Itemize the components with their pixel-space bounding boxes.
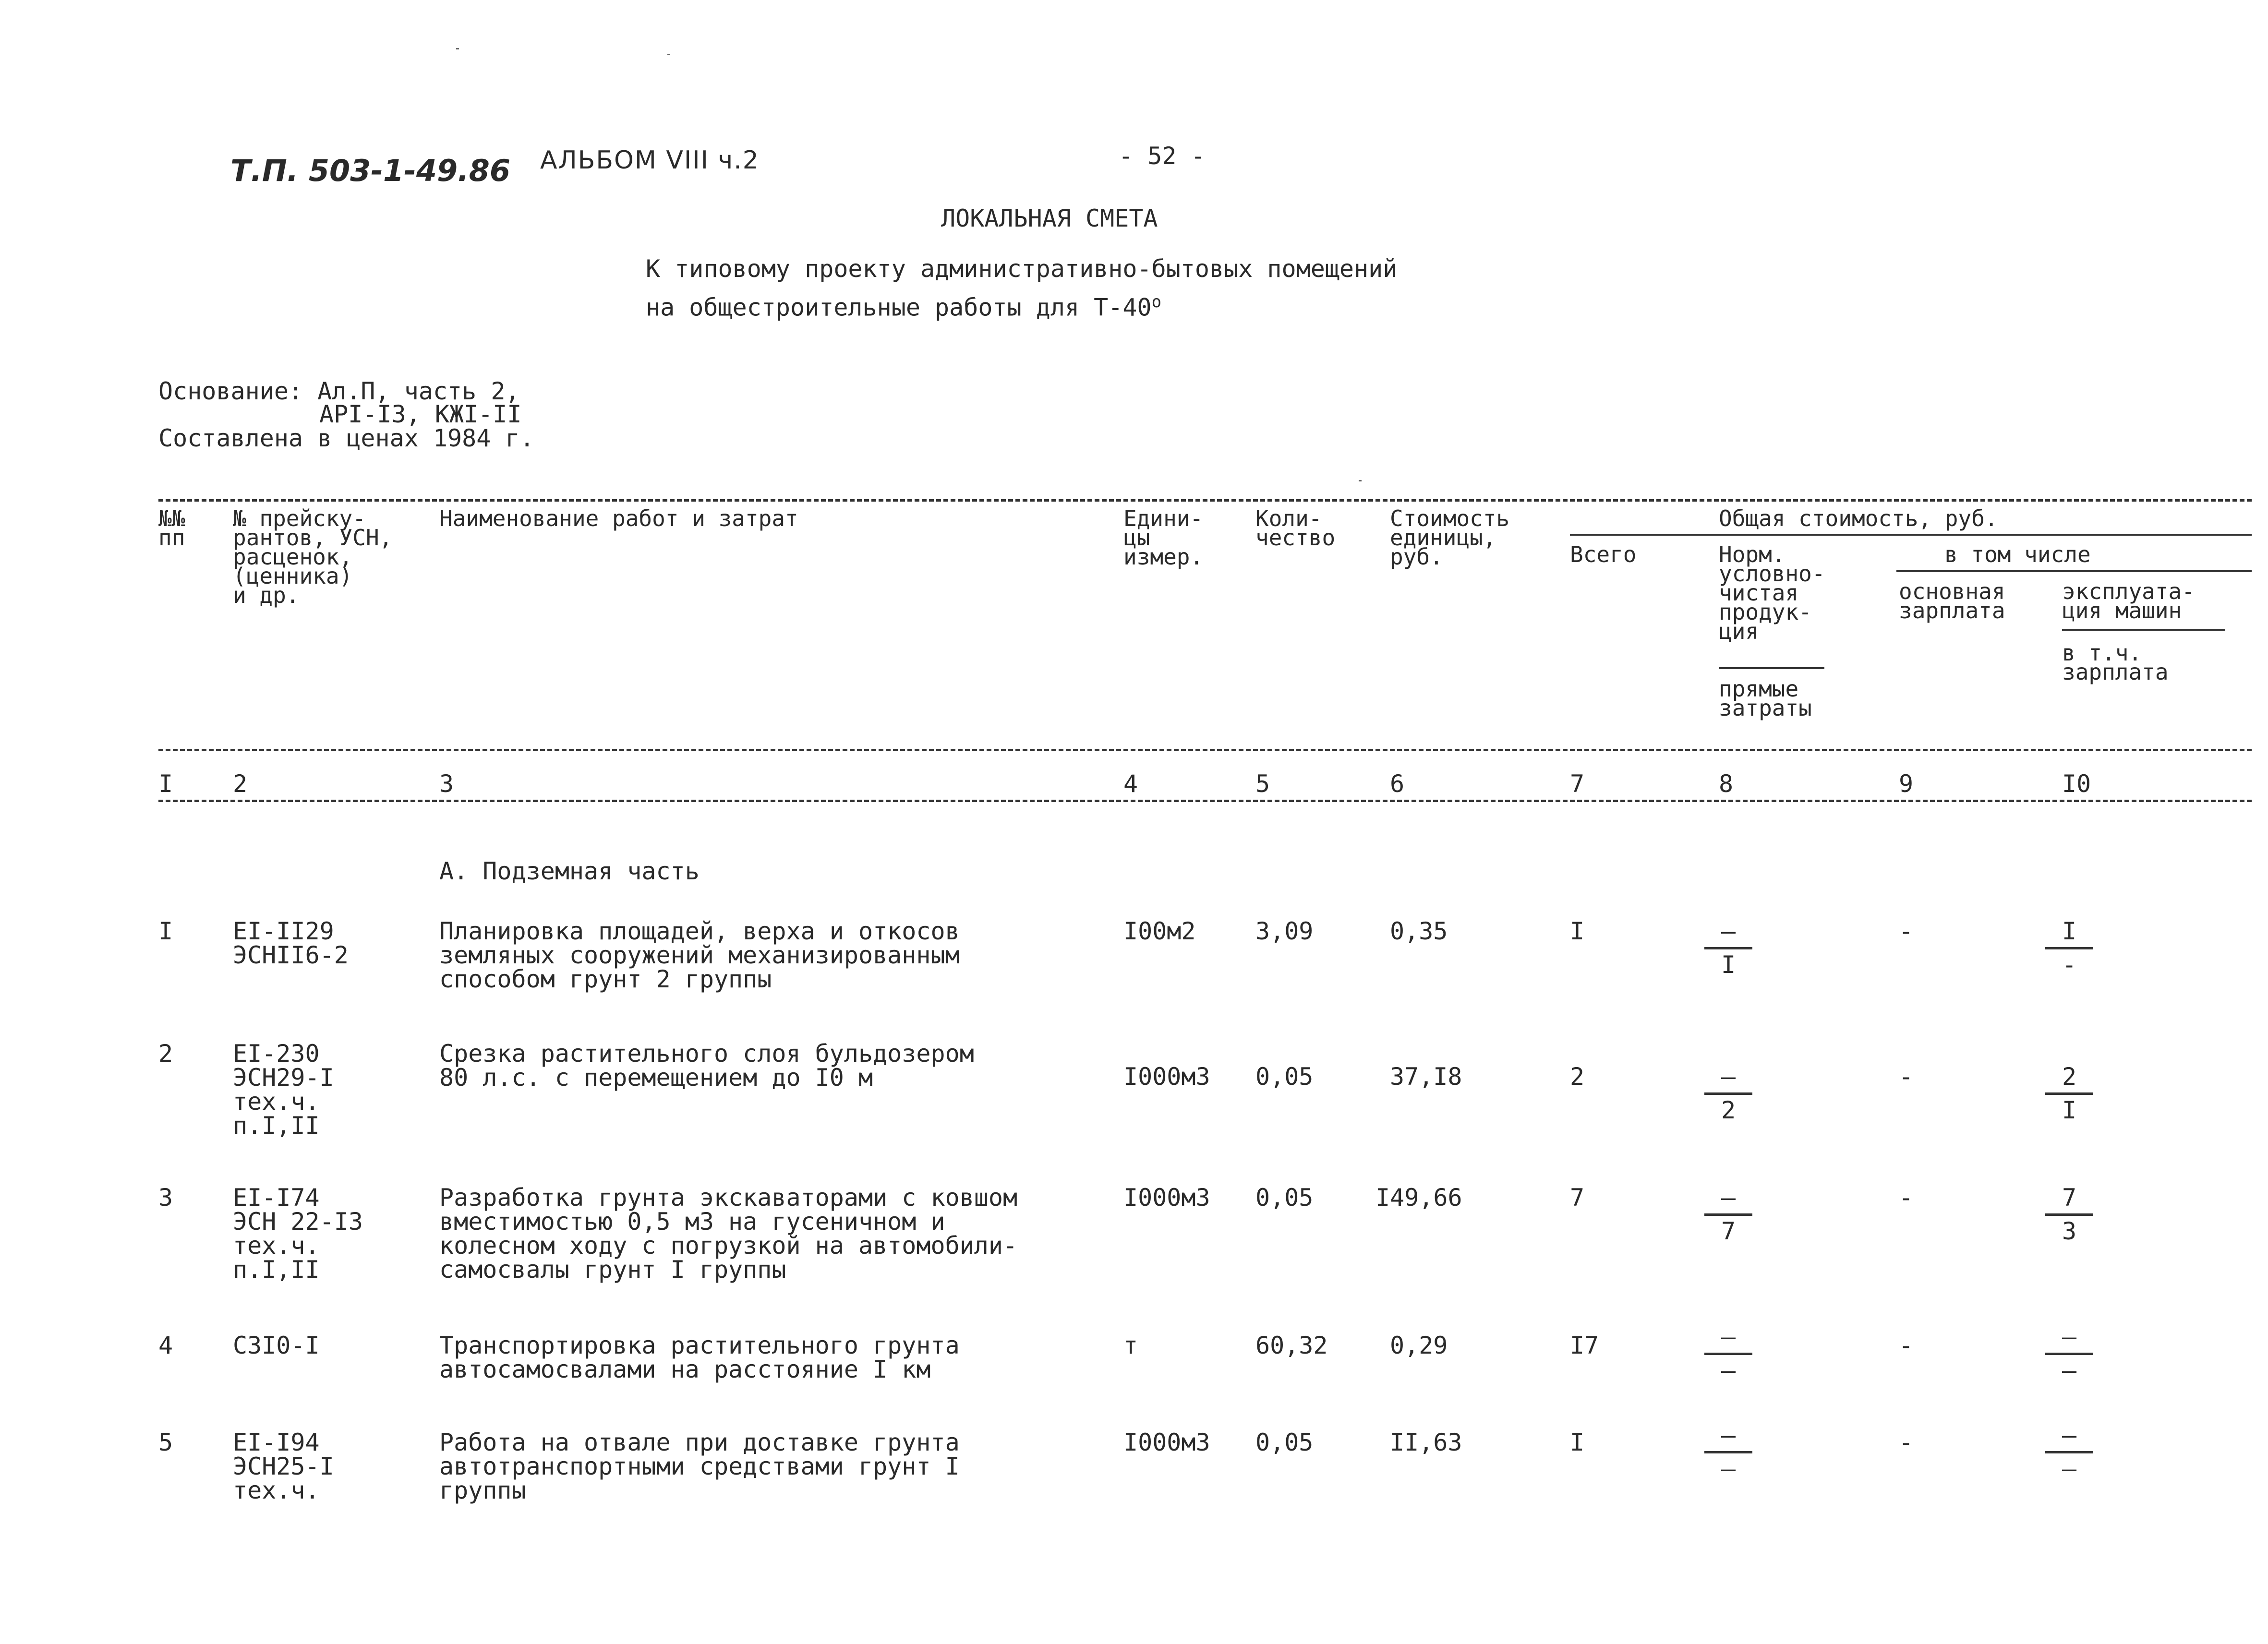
header-col-10-bottom: в т.ч. зарплата bbox=[2062, 640, 2169, 685]
subtitle-line-2 bbox=[646, 294, 1161, 320]
row-code: ЕI-230 ЭСН29-I тех.ч. п.I,II bbox=[233, 1040, 334, 1140]
row-code: СЗI0-I bbox=[233, 1332, 320, 1359]
row-col8-fraction bbox=[1702, 1325, 1755, 1387]
fraction-denominator: – bbox=[2062, 1356, 2077, 1384]
row-name: Разработка грунта экскаваторами с ковшом вместимостью 0,5 м3 на гусеничном и колесном ходу с погрузкой на автомобили- самосвалы грунт I группы bbox=[439, 1184, 1018, 1284]
basis-line-1: Основание: Ал.П, часть 2, bbox=[158, 377, 520, 405]
fraction-denominator: - bbox=[2062, 951, 2077, 979]
fraction-numerator: – bbox=[2062, 1421, 2077, 1449]
column-number: 9 bbox=[1899, 770, 1914, 798]
row-number: 5 bbox=[158, 1428, 173, 1456]
fraction-numerator: – bbox=[1721, 1184, 1736, 1212]
fraction-bar bbox=[2045, 1451, 2093, 1453]
fraction-numerator: 7 bbox=[2062, 1184, 2077, 1212]
col-10-divider bbox=[2062, 629, 2225, 631]
fraction-bar bbox=[1704, 947, 1752, 949]
header-col-9: основная зарплата bbox=[1899, 578, 2005, 624]
album-label: АЛЬБОМ VIII ч.2 bbox=[540, 146, 760, 175]
fraction-numerator: – bbox=[1721, 917, 1736, 945]
scan-speck bbox=[1359, 480, 1362, 481]
fraction-denominator: – bbox=[2062, 1455, 2077, 1483]
column-number: 5 bbox=[1255, 770, 1270, 798]
row-unit: I00м2 bbox=[1123, 917, 1196, 945]
fraction-numerator: – bbox=[1721, 1323, 1736, 1351]
row-unit-price: 0,35 bbox=[1390, 917, 1448, 945]
document-title: ЛОКАЛЬНАЯ СМЕТА bbox=[941, 204, 1158, 232]
header-col-5: Коли- чество bbox=[1255, 505, 1336, 551]
header-col-10-top: эксплуата- ция машин bbox=[2062, 578, 2195, 624]
row-name: Работа на отвале при доставке грунта автотранспортными средствами грунт I группы bbox=[439, 1428, 960, 1504]
fraction-denominator: – bbox=[1721, 1455, 1736, 1483]
row-unit: т bbox=[1123, 1332, 1138, 1359]
fraction-denominator: 3 bbox=[2062, 1217, 2077, 1245]
row-number: I bbox=[158, 917, 173, 945]
fraction-bar bbox=[2045, 1213, 2093, 1216]
row-base-salary: - bbox=[1899, 917, 1914, 945]
column-number: I bbox=[158, 770, 173, 798]
header-col-6: Стоимость единицы, руб. bbox=[1390, 505, 1510, 570]
row-col8-fraction bbox=[1702, 1423, 1755, 1486]
header-col-7: Всего bbox=[1570, 541, 1637, 567]
row-name: Планировка площадей, верха и откосов земляных сооружений механизированным способом грунт 2 группы bbox=[439, 917, 960, 993]
fraction-bar bbox=[2045, 947, 2093, 949]
row-name: Транспортировка растительного грунта автосамосвалами на расстояние I км bbox=[439, 1332, 960, 1383]
row-unit: I000м3 bbox=[1123, 1184, 1210, 1212]
fraction-denominator: I bbox=[2062, 1096, 2077, 1124]
column-number: 6 bbox=[1390, 770, 1405, 798]
row-code: ЕI-I74 ЭСН 22-I3 тех.ч. п.I,II bbox=[233, 1184, 363, 1284]
row-col10-fraction bbox=[2043, 1325, 2096, 1387]
row-col8-fraction bbox=[1702, 1186, 1755, 1248]
column-number: 3 bbox=[439, 770, 454, 798]
row-unit-price: 37,I8 bbox=[1390, 1063, 1462, 1091]
row-unit-price: I49,66 bbox=[1375, 1184, 1462, 1212]
header-col-2: № прейску- рантов, УСН, расценок, (ценника) и др. bbox=[233, 505, 393, 608]
row-unit: I000м3 bbox=[1123, 1063, 1210, 1091]
project-code: Т.П. 503-1-49.86 bbox=[230, 153, 511, 188]
row-number: 4 bbox=[158, 1332, 173, 1359]
scan-speck bbox=[667, 54, 670, 55]
column-number: 4 bbox=[1123, 770, 1138, 798]
row-total: I bbox=[1570, 1428, 1585, 1456]
row-base-salary: - bbox=[1899, 1332, 1914, 1359]
fraction-bar bbox=[2045, 1353, 2093, 1355]
table-top-rule bbox=[158, 499, 2252, 502]
page-number: - 52 - bbox=[1119, 142, 1206, 170]
row-total: 7 bbox=[1570, 1184, 1585, 1212]
row-col10-fraction bbox=[2043, 1423, 2096, 1486]
basis-line-3: Составлена в ценах 1984 г. bbox=[158, 424, 534, 452]
fraction-numerator: – bbox=[1721, 1063, 1736, 1091]
row-total: I bbox=[1570, 917, 1585, 945]
row-total: I7 bbox=[1570, 1332, 1599, 1359]
header-col-3: Наименование работ и затрат bbox=[439, 505, 798, 531]
row-number: 2 bbox=[158, 1040, 173, 1068]
scan-speck bbox=[456, 48, 459, 49]
header-including: в том числе bbox=[1944, 541, 2091, 567]
header-col-4: Едини- цы измер. bbox=[1123, 505, 1204, 570]
row-col8-fraction bbox=[1702, 1065, 1755, 1127]
row-code: ЕI-I94 ЭСН25-I тех.ч. bbox=[233, 1428, 334, 1504]
degree-sup: o bbox=[1151, 292, 1162, 312]
section-title: А. Подземная часть bbox=[439, 857, 700, 885]
fraction-denominator: – bbox=[1721, 1356, 1736, 1384]
row-quantity: 60,32 bbox=[1255, 1332, 1328, 1359]
column-number: 8 bbox=[1719, 770, 1734, 798]
row-col8-fraction bbox=[1702, 919, 1755, 982]
fraction-numerator: – bbox=[1721, 1421, 1736, 1449]
row-code: ЕI-II29 ЭСНII6-2 bbox=[233, 917, 349, 969]
fraction-numerator: 2 bbox=[2062, 1063, 2077, 1091]
including-rule bbox=[1896, 570, 2252, 572]
row-base-salary: - bbox=[1899, 1063, 1914, 1091]
row-quantity: 0,05 bbox=[1255, 1063, 1314, 1091]
row-col10-fraction bbox=[2043, 1186, 2096, 1248]
row-col10-fraction bbox=[2043, 919, 2096, 982]
col-8-divider bbox=[1719, 667, 1824, 669]
subtitle-text: на общестроительные работы для Т-40 bbox=[646, 293, 1152, 322]
fraction-numerator: – bbox=[2062, 1323, 2077, 1351]
fraction-denominator: I bbox=[1721, 951, 1736, 979]
column-numbers-rule bbox=[158, 800, 2252, 802]
header-bottom-rule bbox=[158, 749, 2252, 751]
fraction-denominator: 2 bbox=[1721, 1096, 1736, 1124]
row-base-salary: - bbox=[1899, 1184, 1914, 1212]
basis-line-2: API-I3, КЖI-II bbox=[319, 400, 522, 428]
header-col-1: №№ пп bbox=[158, 505, 185, 551]
row-name: Срезка растительного слоя бульдозером 80 л.с. с перемещением до I0 м bbox=[439, 1040, 974, 1092]
fraction-bar bbox=[1704, 1353, 1752, 1355]
fraction-denominator: 7 bbox=[1721, 1217, 1736, 1245]
row-quantity: 3,09 bbox=[1255, 917, 1314, 945]
row-quantity: 0,05 bbox=[1255, 1428, 1314, 1456]
row-unit-price: 0,29 bbox=[1390, 1332, 1448, 1359]
row-quantity: 0,05 bbox=[1255, 1184, 1314, 1212]
row-col10-fraction bbox=[2043, 1065, 2096, 1127]
row-total: 2 bbox=[1570, 1063, 1585, 1091]
total-group-rule bbox=[1570, 534, 2252, 536]
row-base-salary: - bbox=[1899, 1428, 1914, 1456]
column-number: 7 bbox=[1570, 770, 1585, 798]
fraction-numerator: I bbox=[2062, 917, 2077, 945]
fraction-bar bbox=[1704, 1451, 1752, 1453]
row-number: 3 bbox=[158, 1184, 173, 1212]
fraction-bar bbox=[2045, 1092, 2093, 1095]
fraction-bar bbox=[1704, 1213, 1752, 1216]
subtitle-line-1: К типовому проекту административно-бытовых помещений bbox=[646, 255, 1398, 283]
column-number: I0 bbox=[2062, 770, 2091, 798]
column-number: 2 bbox=[233, 770, 248, 798]
header-total-group: Общая стоимость, руб. bbox=[1719, 505, 1998, 531]
header-col-8-bottom: прямые затраты bbox=[1719, 676, 1812, 721]
header-col-8-top: Норм. условно- чистая продук- ция bbox=[1719, 541, 1825, 644]
fraction-bar bbox=[1704, 1092, 1752, 1095]
row-unit-price: II,63 bbox=[1390, 1428, 1462, 1456]
row-unit: I000м3 bbox=[1123, 1428, 1210, 1456]
